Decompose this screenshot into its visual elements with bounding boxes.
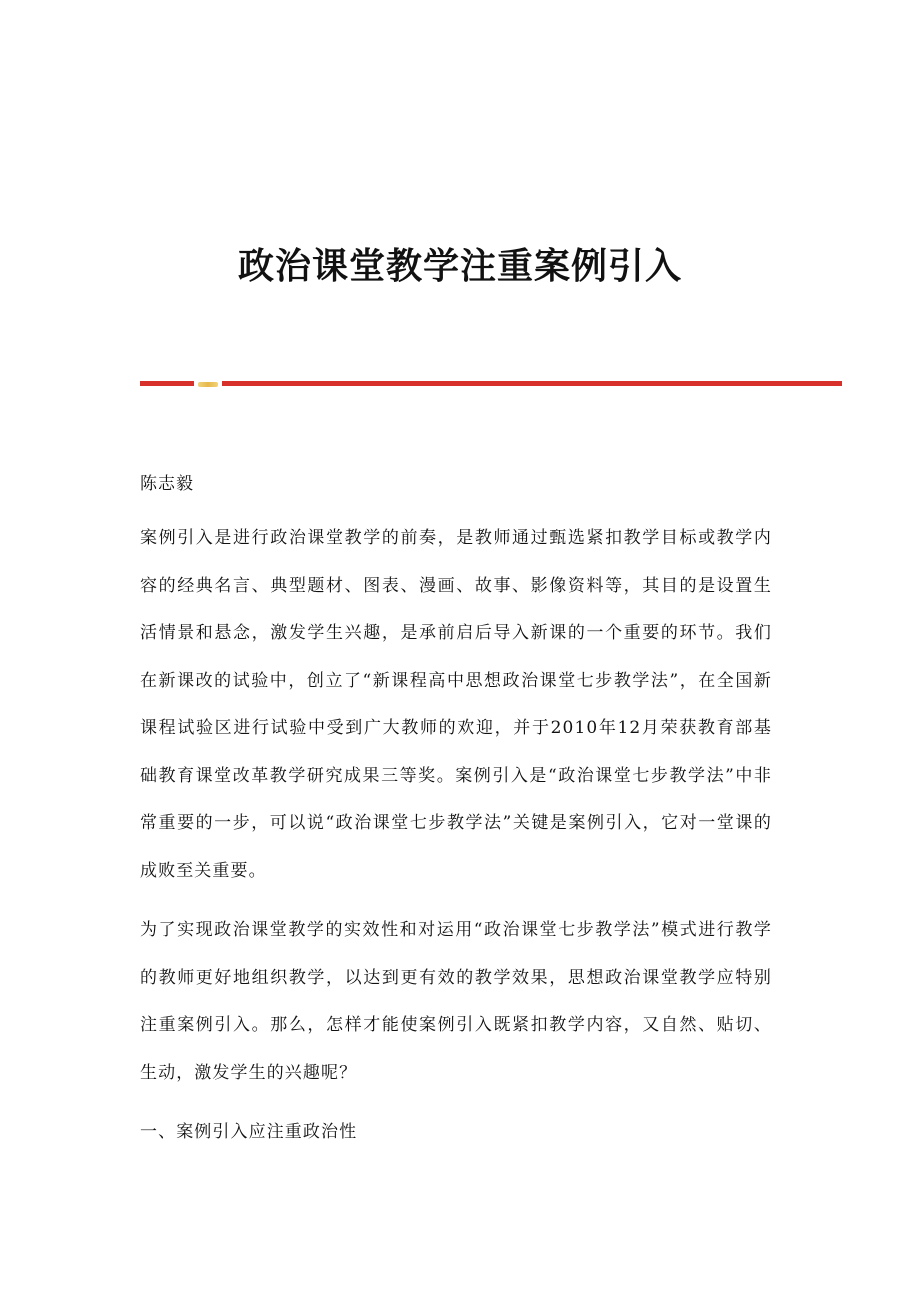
title-divider-left	[140, 381, 194, 386]
title-divider-right	[222, 381, 842, 386]
body-paragraph-2: 为了实现政治课堂教学的实效性和对运用“政治课堂七步教学法”模式进行教学的教师更好地组织教学，以达到更有效的教学效果，思想政治课堂教学应特别注重案例引入。那么，怎样才能使案例引入既紧扣教学内容，又自然、贴切、生动，激发学生的兴趣呢？	[140, 920, 772, 1083]
body-paragraph-1: 案例引入是进行政治课堂教学的前奏，是教师通过甄选紧扣教学目标或教学内容的经典名言、典型题材、图表、漫画、故事、影像资料等，其目的是设置生活情景和悬念，激发学生兴趣，是承前启后导入新课的一个重要的环节。我们在新课改的试验中，创立了“新课程高中思想政治课堂七步教学法”，在全国新课程试验区进行试验中受到广大教师的欢迎，并于2010年12月荣获教育部基础教育课堂改革教学研究成果三等奖。案例引入是“政治课堂七步教学法”中非常重要的一步，可以说“政治课堂七步教学法”关键是案例引入，它对一堂课的成败至关重要。	[140, 528, 772, 881]
author-name: 陈志毅	[140, 474, 194, 494]
document-title: 政治课堂教学注重案例引入	[237, 245, 682, 288]
section-heading: 一、案例引入应注重政治性	[140, 1122, 358, 1142]
divider-ornament	[198, 382, 218, 387]
